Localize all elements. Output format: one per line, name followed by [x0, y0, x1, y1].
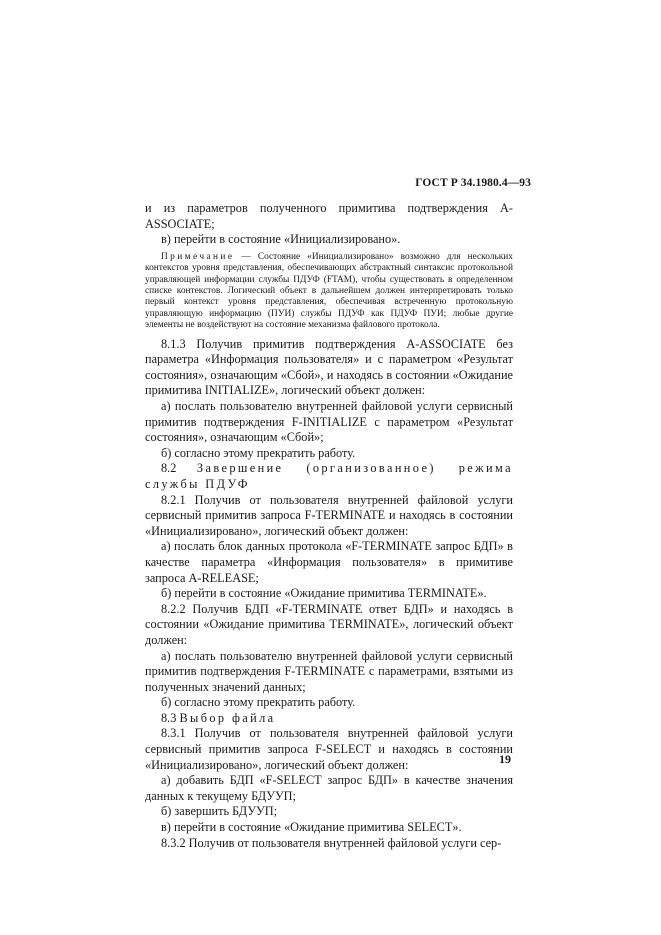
section-number: 8.2 [161, 461, 177, 476]
section-number: 8.3 [161, 710, 177, 725]
page-number: 19 [499, 752, 511, 766]
list-item: б) завершить БДУУП; [161, 804, 278, 819]
note-label: Примечание [161, 251, 235, 262]
list-item: в) перейти в состояние «Инициализировано». [161, 232, 401, 247]
paragraph: 8.3.2 Получив от пользователя внутренней файловой услуги сер- [161, 835, 502, 850]
list-item: в) перейти в состояние «Ожидание примитива SELECT». [161, 820, 462, 835]
paragraph: 8.2.1 Получив от пользователя внутренней файловой услуги сервисный примитив запроса F-TERMINATE и находясь в состоянии «Инициализировано», логический объект должен: [145, 492, 513, 538]
list-item: а) послать блок данных протокола «F-TERMINATE запрос БДП» в качестве параметра «Информация пользователя» в примитиве запроса A-RELEASE; [145, 539, 513, 585]
list-item: а) добавить БДП «F-SELECT запрос БДП» в качестве значения данных к текущему БДУУП; [145, 773, 513, 803]
section-heading [145, 711, 513, 727]
paragraph: и из параметров полученного примитива подтверждения A-ASSOCIATE; [145, 201, 513, 231]
note [145, 252, 513, 332]
list-item: а) послать пользователю внутренней файловой услуги сервисный примитив подтверждения F-INITIALIZE с параметром «Результат состояния», означающим «Сбой»; [145, 399, 513, 445]
paragraph: 8.1.3 Получив примитив подтверждения A-ASSOCIATE без параметра «Информация пользователя» и с параметром «Результат состояния», означающим «Сбой», и находясь в состоянии «Ожидание примитива INITIALIZE», логический объект должен: [145, 336, 513, 398]
standard-header: ГОСТ Р 34.1980.4—93 [415, 177, 531, 189]
list-item: б) перейти в состояние «Ожидание примитива TERMINATE». [161, 586, 487, 601]
paragraph: 8.2.2 Получив БДП «F-TERMINATE ответ БДП» и находясь в состоянии «Ожидание примитива TERMINATE», логический объект должен: [145, 601, 513, 647]
section-title: Завершение (организованное) режима службы ПДУФ [145, 461, 513, 491]
list-item: а) послать пользователю внутренней файловой услуги сервисный примитив подтверждения F-TERMINATE с параметрами, взятыми из полученных значений данных; [145, 648, 513, 694]
section-heading [145, 461, 513, 492]
note-text: — Состояние «Инициализировано» возможно для нескольких контекстов уровня представления, обеспечивающих абстрактный синтаксис протокольной управляющей информации службы ПДУФ (FTAM), чтобы существовать в определенном списке контекстов. Логический объект в дальнейшем должен интерпретировать только первый контекст уровня представления, обеспечивая встреченную протокольную управляющую информацию (ПУИ) службы ПДУФ как ПДУФ ПУИ; любые другие элементы не воздействуют на состояние механизма файлового протокола. [145, 251, 513, 331]
page-body [145, 201, 513, 851]
list-item: б) согласно этому прекратить работу. [161, 445, 356, 460]
section-title: Выбор файла [179, 710, 276, 725]
list-item: б) согласно этому прекратить работу. [161, 695, 356, 710]
paragraph: 8.3.1 Получив от пользователя внутренней файловой услуги сервисный примитив запроса F-SELECT и находясь в состоянии «Инициализировано», логический объект должен: [145, 726, 513, 772]
